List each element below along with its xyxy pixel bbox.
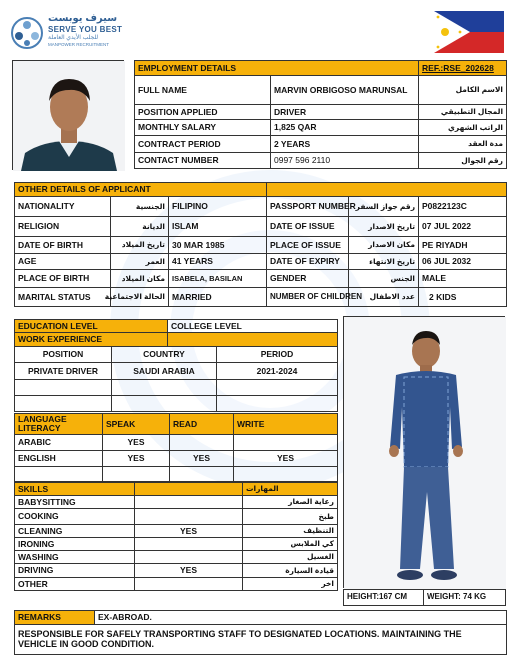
place-of-issue-label-ar: مكان الاصدار bbox=[349, 237, 419, 254]
remarks-value: EX-ABROAD. bbox=[95, 611, 507, 625]
date-of-expiry-label: DATE OF EXPIRY bbox=[267, 254, 349, 270]
education-work-table bbox=[14, 319, 338, 412]
passport-number-label: PASSPORT NUMBER bbox=[267, 197, 349, 217]
skill-other: OTHER bbox=[15, 578, 135, 591]
monthly-salary-label: MONTHLY SALARY bbox=[135, 120, 271, 136]
contract-period-value: 2 YEARS bbox=[271, 136, 419, 153]
weight-value: WEIGHT: 74 KG bbox=[424, 590, 506, 606]
work-row-empty bbox=[15, 396, 112, 412]
person-portrait-icon bbox=[13, 61, 125, 171]
place-of-birth-label: PLACE OF BIRTH bbox=[15, 270, 111, 288]
language-empty bbox=[234, 467, 338, 482]
number-of-children-label-ar: عدد الاطفال bbox=[349, 288, 419, 307]
position-applied-label: POSITION APPLIED bbox=[135, 105, 271, 120]
work-row-empty bbox=[112, 396, 217, 412]
skill-ironing: IRONING bbox=[15, 538, 135, 551]
language-arabic-speak: YES bbox=[103, 435, 170, 451]
date-of-birth-value: 30 MAR 1985 bbox=[169, 237, 267, 254]
passport-number-value: P0822123C bbox=[419, 197, 507, 217]
skill-cleaning-value: YES bbox=[135, 525, 243, 538]
remarks-note: RESPONSIBLE FOR SAFELY TRANSPORTING STAFF TO DESIGNATED LOCATIONS. MAINTAINING THE VEHICLE IN GOOD CONDITION. bbox=[15, 625, 507, 655]
language-empty bbox=[103, 467, 170, 482]
other-details-table bbox=[14, 182, 507, 307]
place-of-birth-label-ar: مكان الميلاد bbox=[111, 270, 169, 288]
marital-status-label-ar: الحالة الاجتماعية bbox=[111, 288, 169, 307]
date-of-issue-label-ar: تاريخ الاصدار bbox=[349, 217, 419, 237]
monthly-salary-value: 1,825 QAR bbox=[271, 120, 419, 136]
contact-number-label: CONTACT NUMBER bbox=[135, 153, 271, 169]
contact-number-value: 0997 596 2110 bbox=[271, 153, 419, 169]
person-full-body-icon bbox=[344, 317, 506, 589]
language-col-read: READ bbox=[170, 414, 234, 435]
height-value: HEIGHT:167 CM bbox=[344, 590, 424, 606]
date-of-expiry-value: 06 JUL 2032 bbox=[419, 254, 507, 270]
marital-status-label: MARITAL STATUS bbox=[15, 288, 111, 307]
remarks-label: REMARKS bbox=[15, 611, 95, 625]
skill-washing-value bbox=[135, 551, 243, 564]
education-level-value: COLLEGE LEVEL bbox=[168, 320, 338, 333]
skill-driving: DRIVING bbox=[15, 564, 135, 578]
company-logo bbox=[10, 12, 125, 52]
work-experience-header-fill bbox=[168, 333, 338, 347]
skill-driving-ar: قيادة السيارة bbox=[243, 564, 338, 578]
language-english-read: YES bbox=[170, 451, 234, 467]
language-english-speak: YES bbox=[103, 451, 170, 467]
position-applied-label-ar: المجال التطبيقي bbox=[419, 105, 507, 120]
other-details-header-fill bbox=[267, 183, 507, 197]
work-col-position: POSITION bbox=[15, 347, 112, 363]
date-of-issue-value: 07 JUL 2022 bbox=[419, 217, 507, 237]
employment-details-table bbox=[134, 60, 507, 169]
profile-photo bbox=[12, 60, 124, 170]
marital-status-value: MARRIED bbox=[169, 288, 267, 307]
full-name-label: FULL NAME bbox=[135, 76, 271, 105]
gender-label-ar: الجنس bbox=[349, 270, 419, 288]
language-literacy-header: LANGUAGE LITERACY bbox=[15, 414, 103, 435]
logo-arabic-sub: للجلب الأيدي العاملة bbox=[48, 35, 99, 41]
number-of-children-label: NUMBER OF CHILDREN bbox=[267, 288, 349, 307]
full-name-label-ar: الاسم الكامل bbox=[419, 76, 507, 105]
language-literacy-table bbox=[14, 413, 338, 482]
religion-label: RELIGION bbox=[15, 217, 111, 237]
language-empty bbox=[170, 467, 234, 482]
skills-header: SKILLS bbox=[15, 483, 135, 496]
date-of-expiry-label-ar: تاريخ الانتهاء bbox=[349, 254, 419, 270]
religion-label-ar: الديانة bbox=[111, 217, 169, 237]
work-row-empty bbox=[15, 380, 112, 396]
skill-ironing-ar: كي الملابس bbox=[243, 538, 338, 551]
skill-cleaning-ar: التنظيف bbox=[243, 525, 338, 538]
logo-emblem-icon bbox=[10, 16, 44, 50]
work-row-period: 2021-2024 bbox=[217, 363, 338, 380]
education-level-label: EDUCATION LEVEL bbox=[15, 320, 168, 333]
place-of-issue-value: PE RIYADH bbox=[419, 237, 507, 254]
skill-babysitting: BABYSITTING bbox=[15, 496, 135, 509]
date-of-birth-label: DATE OF BIRTH bbox=[15, 237, 111, 254]
language-col-write: WRITE bbox=[234, 414, 338, 435]
skills-header-ar: المهارات bbox=[243, 483, 338, 496]
date-of-birth-label-ar: تاريخ الميلاد bbox=[111, 237, 169, 254]
skill-other-value bbox=[135, 578, 243, 591]
work-col-period: PERIOD bbox=[217, 347, 338, 363]
contract-period-label: CONTRACT PERIOD bbox=[135, 136, 271, 153]
skill-driving-value: YES bbox=[135, 564, 243, 578]
skills-table bbox=[14, 482, 338, 591]
place-of-birth-value: ISABELA, BASILAN bbox=[169, 270, 267, 288]
remarks-table bbox=[14, 610, 507, 655]
skill-babysitting-value bbox=[135, 496, 243, 509]
language-empty bbox=[15, 467, 103, 482]
skill-cooking: COOKING bbox=[15, 509, 135, 525]
skill-washing: WASHING bbox=[15, 551, 135, 564]
monthly-salary-label-ar: الراتب الشهري bbox=[419, 120, 507, 136]
work-col-country: COUNTRY bbox=[112, 347, 217, 363]
reference-number: REF.:RSE_202628 bbox=[419, 61, 507, 76]
other-details-header: OTHER DETAILS OF APPLICANT bbox=[15, 183, 267, 197]
skill-cooking-ar: طبخ bbox=[243, 509, 338, 525]
skills-header-fill bbox=[135, 483, 243, 496]
date-of-issue-label: DATE OF ISSUE bbox=[267, 217, 349, 237]
logo-arabic: سيرف يوبست bbox=[48, 13, 118, 24]
language-arabic-read bbox=[170, 435, 234, 451]
skill-other-ar: اخر bbox=[243, 578, 338, 591]
philippines-flag-icon bbox=[434, 11, 504, 53]
position-applied-value: DRIVER bbox=[271, 105, 419, 120]
language-english: ENGLISH bbox=[15, 451, 103, 467]
full-body-photo bbox=[343, 316, 505, 588]
nationality-label: NATIONALITY bbox=[15, 197, 111, 217]
employment-details-header: EMPLOYMENT DETAILS bbox=[135, 61, 419, 76]
work-row-empty bbox=[217, 396, 338, 412]
contact-number-label-ar: رقم الجوال bbox=[419, 153, 507, 169]
language-arabic: ARABIC bbox=[15, 435, 103, 451]
age-label-ar: العمر bbox=[111, 254, 169, 270]
skill-washing-ar: الغسيل bbox=[243, 551, 338, 564]
skill-babysitting-ar: رعاية الصغار bbox=[243, 496, 338, 509]
age-value: 41 YEARS bbox=[169, 254, 267, 270]
language-arabic-write bbox=[234, 435, 338, 451]
nationality-label-ar: الجنسية bbox=[111, 197, 169, 217]
gender-value: MALE bbox=[419, 270, 507, 288]
work-row-position: PRIVATE DRIVER bbox=[15, 363, 112, 380]
language-col-speak: SPEAK bbox=[103, 414, 170, 435]
logo-sub: MANPOWER RECRUITMENT bbox=[48, 42, 109, 47]
contract-period-label-ar: مدة العقد bbox=[419, 136, 507, 153]
full-name-value: MARVIN ORBIGOSO MARUNSAL bbox=[271, 76, 419, 105]
skill-cleaning: CLEANING bbox=[15, 525, 135, 538]
place-of-issue-label: PLACE OF ISSUE bbox=[267, 237, 349, 254]
age-label: AGE bbox=[15, 254, 111, 270]
work-row-empty bbox=[112, 380, 217, 396]
work-row-country: SAUDI ARABIA bbox=[112, 363, 217, 380]
nationality-value: FILIPINO bbox=[169, 197, 267, 217]
passport-number-label-ar: رقم جواز السفر bbox=[349, 197, 419, 217]
work-row-empty bbox=[217, 380, 338, 396]
skill-cooking-value bbox=[135, 509, 243, 525]
language-english-write: YES bbox=[234, 451, 338, 467]
religion-value: ISLAM bbox=[169, 217, 267, 237]
gender-label: GENDER bbox=[267, 270, 349, 288]
logo-name: SERVE YOU BEST bbox=[48, 25, 123, 34]
physique-table bbox=[343, 589, 506, 606]
skill-ironing-value bbox=[135, 538, 243, 551]
number-of-children-value: 2 KIDS bbox=[419, 288, 507, 307]
work-experience-header: WORK EXPERIENCE bbox=[15, 333, 168, 347]
